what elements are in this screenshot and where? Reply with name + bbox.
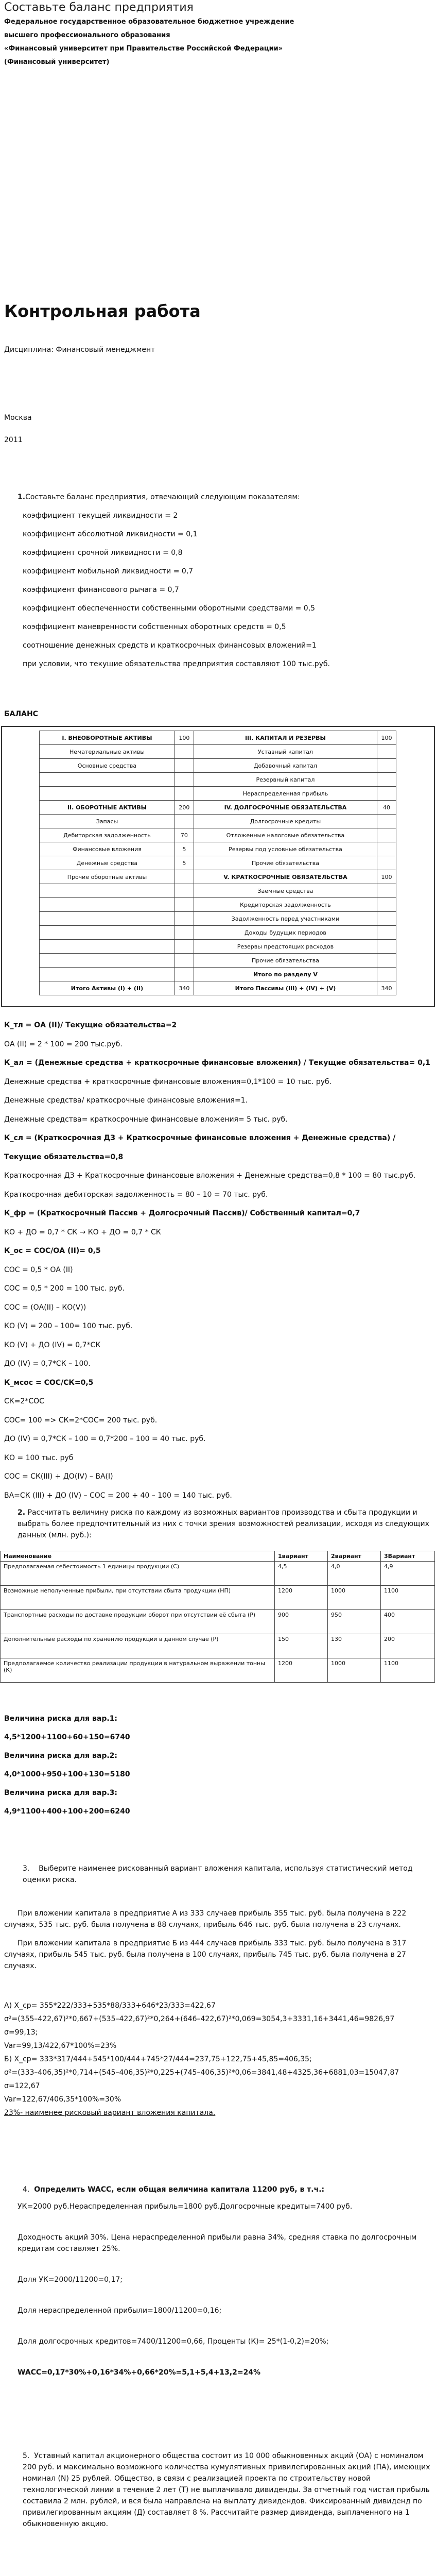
solution-line: К_ос = СОС/ОА (II)= 0,5 [4,1247,101,1255]
wacc-line: УК=2000 руб.Нераспределенная прибыль=1800 руб.Долгосрочные кредиты=7400 руб. [18,2202,353,2211]
calc-line: 23%- наименее рисковый вариант вложения капитала. [4,2109,216,2117]
task2-block [4,1507,431,1541]
solution-line: СОС = СК(III) + ДО(IV) – ВА(I) [4,1472,113,1481]
city-block [4,412,431,423]
balance-cell-label: Резервы предстоящих расходов [194,940,377,954]
task1-block [4,488,431,673]
balance-row [40,954,396,968]
balance-cell-value: 340 [175,981,194,995]
balance-cell-label: Итого по разделу V [194,968,377,981]
balance-cell-value [175,815,194,828]
result-line: 4,5*1200+1100+60+150=6740 [4,1733,130,1741]
balance-cell-value [175,954,194,968]
risk-cell: 1200 [275,1658,328,1683]
calc-line: σ²=(333–406,35)²*0,714+(545–406,35)²*0,225+(745–406,35)²*0,06=3841,48+4325,36+6881,03=15047,87 [4,2069,399,2077]
solution-line: ОА (II) = 2 * 100 = 200 тыс.руб. [4,1040,123,1048]
solution-line: К_фр = (Краткосрочный Пассив + Долгосрочный Пассив)/ Собственный капитал=0,7 [4,1209,360,1217]
org-line-4: (Финансовый университет) [4,58,110,66]
balance-cell-value [377,856,396,870]
condition-item: соотношение денежных средств и краткосрочных финансовых вложений=1 [23,641,317,650]
calc-line: Var=122,67/406,35*100%=30% [4,2095,121,2104]
risk-cell: 130 [327,1634,380,1658]
balance-cell-value: 100 [175,731,194,745]
task4-intro [4,2180,431,2199]
condition-item: коэффициент мобильной ликвидности = 0,7 [23,567,194,575]
doc-title: Составьте баланс предприятия [4,1,194,14]
risk-cell: 1000 [327,1658,380,1683]
solution-line: СОС= 100 => СК=2*СОС= 200 тыс. руб. [4,1416,158,1425]
task3-body [4,1908,431,1979]
doc-header [4,1,431,14]
risk-row [1,1610,435,1634]
balance-cell-value [175,926,194,940]
balance-cell-value [377,745,396,759]
task1-intro-text: Составьте баланс предприятия, отвечающий следующим показателям: [25,493,300,501]
wacc-line: Доходность акций 30%. Цена нераспределенной прибыли равна 34%, средняя ставка по долгосрочным кредитам составляет 25%. [18,2233,417,2253]
balance-cell-value [377,898,396,912]
balance-row [40,898,396,912]
balance-cell-value [377,926,396,940]
balance-cell-value [175,940,194,954]
balance-row [40,801,396,815]
wacc-line: WACC=0,17*30%+0,16*34%+0,66*20%=5,1+5,4+13,2=24% [18,2368,261,2377]
balance-cell-label: Уставный капитал [194,745,377,759]
balance-row [40,968,396,981]
balance-cell-label: Задолженность перед участниками [194,912,377,926]
balance-cell-value: 5 [175,842,194,856]
balance-cell-value [377,828,396,842]
balance-cell-label: Кредиторская задолженность [194,898,377,912]
balance-cell-label: Прочие оборотные активы [40,870,175,884]
task2-number: 2. [18,1509,26,1517]
solution-line: Краткосрочная ДЗ + Краткосрочные финансовые вложения + Денежные средства=0,8 * 100 = 80 тыс.руб. [4,1172,416,1180]
calc-line: Б) X_ср= 333*317/444+545*100/444+745*27/444=237,75+122,75+45,85=406,35; [4,2055,312,2063]
year-block [4,434,431,446]
task2-intro-text: Рассчитать величину риска по каждому из возможных вариантов производства и сбыта продукции и выбрать более предпочтительный из них с точки зрения возможностей реализации, исходя из следующих данных (млн. руб.): [18,1509,429,1539]
balance-cell-value [175,787,194,801]
solution-line: КО + ДО = 0,7 * СК → КО + ДО = 0,7 * СК [4,1228,161,1236]
risk-cell: 1100 [380,1586,434,1610]
solution-line: Денежные средства= краткосрочные финансовые вложения= 5 тыс. руб. [4,1115,288,1124]
balance-row [40,940,396,954]
balance-cell-label: Основные средства [40,759,175,773]
task4-intro-text: Определить WACC, если общая величина капитала 11200 руб, в т.ч.: [34,2185,325,2194]
balance-cell-label: Долгосрочные кредиты [194,815,377,828]
task3-paragraph: При вложении капитала в предприятие А из 333 случаев прибыль 355 тыс. руб. была получена в 222 случаях, 535 тыс. руб. была получена в 88 случаях, прибыль 646 тыс. руб. была получена в 23 случаях. [4,1909,407,1929]
risk-cell: Возможные неполученные прибыли, при отсутствии сбыта продукции (НП) [1,1586,275,1610]
calc-line: Var=99,13/422,67*100%=23% [4,2042,117,2050]
calc-line: А) X_ср= 355*222/333+535*88/333+646*23/333=422,67 [4,2002,216,2010]
balance-cell-value: 100 [377,731,396,745]
discipline-line: Дисциплина: Финансовый менеджмент [4,346,155,354]
balance-cell-value [175,870,194,884]
risk-cell: 200 [380,1634,434,1658]
solution-line: СОС = (ОА(II) – КО(V)) [4,1303,86,1312]
result-line: Величина риска для вар.3: [4,1789,118,1797]
balance-cell-label: Резервы под условные обязательства [194,842,377,856]
balance-cell-label [40,940,175,954]
balance-cell-value [377,787,396,801]
org-block [4,15,431,69]
risk-cell: 400 [380,1610,434,1634]
risk-header-cell: Наименование [1,1551,275,1562]
balance-label-block [4,710,431,718]
title-page [4,301,431,321]
balance-cell-label: Прочие обязательства [194,856,377,870]
org-line-1: Федеральное государственное образовательное бюджетное учреждение [4,18,294,26]
task3-block [4,1863,431,1886]
balance-cell-value [175,898,194,912]
balance-row [40,787,396,801]
balance-row [40,912,396,926]
balance-cell-value [377,815,396,828]
balance-cell-value: 200 [175,801,194,815]
balance-cell-label: I. ВНЕОБОРОТНЫЕ АКТИВЫ [40,731,175,745]
solution-line: ДО (IV) = 0,7*СК – 100 = 0,7*200 – 100 = 40 тыс. руб. [4,1435,206,1443]
risk-table [0,1551,435,1683]
balance-cell-value [175,912,194,926]
solution-line: К_мсос = СОС/СК=0,5 [4,1378,94,1387]
risk-cell: Дополнительные расходы по хранению продукции в данном случае (Р) [1,1634,275,1658]
risk-row [1,1562,435,1586]
balance-cell-label [40,954,175,968]
solution-line: К_ал = (Денежные средства + краткосрочные финансовые вложения) / Текущие обязательства= 0,1 [4,1059,430,1067]
balance-cell-value [175,773,194,787]
risk-cell: 1200 [275,1586,328,1610]
discipline-block [4,344,431,355]
balance-cell-value [175,884,194,898]
balance-cell-value [377,940,396,954]
condition-item: коэффициент маневренности собственных оборотных средств = 0,5 [23,623,286,631]
solution-line: ВА=СК (III) + ДО (IV) – СОС = 200 + 40 – 100 = 140 тыс. руб. [4,1491,232,1500]
balance-row [40,759,396,773]
balance-cell-value [377,759,396,773]
solution-line: К_сл = (Краткосрочная ДЗ + Краткосрочные финансовые вложения + Денежные средства) / Текущие обязательства=0,8 [4,1134,396,1161]
risk-cell: Транспортные расходы по доставке продукции оборот при отсутствии её сбыта (Р) [1,1610,275,1634]
org-line-2: высшего профессионального образования [4,31,170,39]
risk-cell: 1000 [327,1586,380,1610]
balance-cell-label: Заемные средства [194,884,377,898]
balance-cell-label: Запасы [40,815,175,828]
risk-header-cell: 1вариант [275,1551,328,1562]
balance-row [40,773,396,787]
risk-header-cell: 2вариант [327,1551,380,1562]
balance-row [40,926,396,940]
balance-cell-label: Денежные средства [40,856,175,870]
org-line-3: «Финансовый университет при Правительстве Российской Федерации» [4,45,283,53]
risk-cell: 4,0 [327,1562,380,1586]
condition-item: коэффициент финансового рычага = 0,7 [23,586,179,594]
balance-cell-label: Доходы будущих периодов [194,926,377,940]
balance-cell-label: Финансовые вложения [40,842,175,856]
solution-line: СОС = 0,5 * ОА (II) [4,1265,73,1274]
risk-header-row [1,1551,435,1562]
balance-table [39,731,396,995]
balance-cell-value [377,842,396,856]
balance-cell-value [175,968,194,981]
balance-cell-label [40,787,175,801]
balance-row [40,842,396,856]
task1-number: 1. [18,493,26,501]
calc-line: σ²=(355–422,67)²*0,667+(535–422,67)²*0,264+(646–422,67)²*0,069=3054,3+3331,16+3441,46=9826,97 [4,2015,395,2023]
solution-line: СК=2*СОС [4,1397,44,1405]
risk-cell: Предполагаемая себестоимость 1 единицы продукции (С) [1,1562,275,1586]
balance-cell-label: II. ОБОРОТНЫЕ АКТИВЫ [40,801,175,815]
balance-cell-label [40,926,175,940]
risk-table-wrap [0,1551,435,1683]
condition-item: при условии, что текущие обязательства предприятия составляют 100 тыс.руб. [23,660,330,668]
balance-cell-label [40,968,175,981]
balance-cell-label: III. КАПИТАЛ И РЕЗЕРВЫ [194,731,377,745]
condition-item: коэффициент обеспеченности собственными оборотными средствами = 0,5 [23,604,316,613]
balance-cell-label: V. КРАТКОСРОЧНЫЕ ОБЯЗАТЕЛЬСТВА [194,870,377,884]
balance-cell-value [175,759,194,773]
balance-cell-label [40,898,175,912]
balance-cell-value [377,968,396,981]
calc-line: σ=122,67 [4,2082,40,2090]
task1-conditions [4,506,431,673]
task4-block [4,2180,431,2199]
solution-line: Краткосрочная дебиторская задолженность = 80 – 10 = 70 тыс. руб. [4,1190,268,1199]
solution-line: К_тл = ОА (II)/ Текущие обязательства=2 [4,1021,177,1029]
task5-block [4,2450,431,2530]
balance-cell-value: 70 [175,828,194,842]
balance-cell-value [377,912,396,926]
task3-calc [4,1999,431,2120]
task3-paragraph: При вложении капитала в предприятие Б из 444 случаев прибыль 333 тыс. руб. было получена в 317 случаях, прибыль 545 тыс. руб. была получена в 100 случаях, прибыль 745 тыс. руб. была получена в 27 случаях. [4,1939,407,1970]
balance-cell-label: Дебиторская задолженность [40,828,175,842]
task5-intro [4,2450,431,2530]
balance-cell-label: Прочие обязательства [194,954,377,968]
balance-cell-value: 5 [175,856,194,870]
risk-cell: Предполагаемое количество реализации продукции в натуральном выражении тонны (К) [1,1658,275,1683]
balance-cell-label: Нематериальные активы [40,745,175,759]
balance-row [40,884,396,898]
risk-row [1,1586,435,1610]
solution-line: КО (V) + ДО (IV) = 0,7*СК [4,1341,101,1349]
balance-row [40,815,396,828]
calc-line: σ=99,13; [4,2028,38,2037]
balance-row [40,731,396,745]
solution-line: КО = 100 тыс. руб [4,1453,74,1462]
solution-line: Денежные средства/ краткосрочные финансовые вложения=1. [4,1096,248,1105]
balance-cell-value [175,745,194,759]
task2-results [4,1709,431,1821]
balance-cell-value: 40 [377,801,396,815]
wacc-line: Доля УК=2000/11200=0,17; [18,2276,123,2284]
balance-cell-label [40,884,175,898]
solution-line: КО (V) = 200 – 100= 100 тыс. руб. [4,1322,133,1330]
task4-number: 4. [23,2185,30,2194]
condition-item: коэффициент абсолютной ликвидности = 0,1 [23,530,198,538]
balance-row [40,745,396,759]
balance-cell-label: IV. ДОЛГОСРОЧНЫЕ ОБЯЗАТЕЛЬСТВА [194,801,377,815]
task1-solution [4,1016,431,1505]
balance-cell-label: Итого Активы (I) + (II) [40,981,175,995]
solution-line: Денежные средства + краткосрочные финансовые вложения=0,1*100 = 10 тыс. руб. [4,1077,332,1086]
risk-header-cell: 3Вариант [380,1551,434,1562]
task1-intro [4,488,431,506]
balance-cell-value: 340 [377,981,396,995]
balance-cell-label [40,912,175,926]
risk-cell: 1100 [380,1658,434,1683]
balance-cell-label: Добавочный капитал [194,759,377,773]
wacc-line: Доля долгосрочных кредитов=7400/11200=0,66, Проценты (К)= 25*(1-0,2)=20%; [18,2337,329,2346]
balance-cell-value [377,954,396,968]
balance-row [40,828,396,842]
balance-row [40,856,396,870]
work-title: Контрольная работа [4,301,201,321]
risk-cell: 4,9 [380,1562,434,1586]
wacc-line: Доля нераспределенной прибыли=1800/11200=0,16; [18,2307,222,2315]
risk-cell: 900 [275,1610,328,1634]
task5-number: 5. [23,2452,30,2460]
condition-item: коэффициент срочной ликвидности = 0,8 [23,549,183,557]
result-line: Величина риска для вар.1: [4,1715,118,1723]
risk-row [1,1658,435,1683]
balance-cell-label: Отложенные налоговые обязательства [194,828,377,842]
risk-row [1,1634,435,1658]
balance-cell-label: Резервный капитал [194,773,377,787]
balance-row [40,870,396,884]
balance-cell-value [377,884,396,898]
risk-cell: 4,5 [275,1562,328,1586]
result-line: 4,0*1000+950+100+130=5180 [4,1770,130,1778]
solution-line: ДО (IV) = 0,7*СК – 100. [4,1360,91,1368]
balance-table-wrap [39,731,396,995]
balance-cell-label: Нераспределенная прибыль [194,787,377,801]
risk-cell: 150 [275,1634,328,1658]
balance-cell-value [377,773,396,787]
balance-cell-label: Итого Пассивы (III) + (IV) + (V) [194,981,377,995]
year-line: 2011 [4,436,23,444]
balance-cell-value: 100 [377,870,396,884]
condition-item: коэффициент текущей ликвидности = 2 [23,512,178,520]
task2-intro [4,1507,431,1541]
task3-intro-text: Выберите наименее рискованный вариант вложения капитала, используя статистический метод оценки риска. [23,1865,413,1884]
task4-lines [4,2201,431,2398]
balance-row [40,981,396,995]
task3-intro [4,1863,431,1886]
task5-intro-text: Уставный капитал акционерного общества состоит из 10 000 обыкновенных акций (ОА) с номиналом 200 руб. и максимально возможного количества кумулятивных привилегированных акций (ПА), имеющих номинал (N) 25 рублей. Общество, в связи с реализацией проекта по строительству новой технологической линии в течение 2 лет (Т) не выплачивало дивиденды. За отчетный год чистая прибыль составила 2 млн. рублей, и вся была направлена на выплату дивидендов. Фиксированный дивиденд по привилегированным акциям (Д) составляет 8 %. Рассчитайте размер дивиденда, выплаченного на 1 обыкновенную акцию. [23,2452,430,2528]
solution-line: СОС = 0,5 * 200 = 100 тыс. руб. [4,1284,125,1293]
city-line: Москва [4,414,32,422]
task3-number: 3. [23,1865,30,1873]
risk-cell: 950 [327,1610,380,1634]
result-line: 4,9*1100+400+100+200=6240 [4,1807,130,1816]
result-line: Величина риска для вар.2: [4,1752,118,1760]
balance-label: БАЛАНС [4,710,38,718]
balance-cell-label [40,773,175,787]
